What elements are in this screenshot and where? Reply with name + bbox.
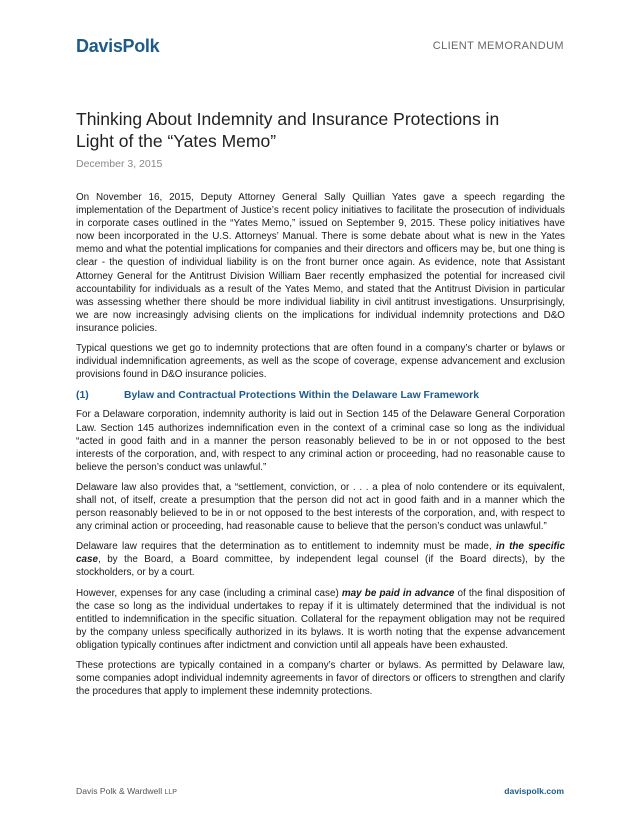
document-type-label: CLIENT MEMORANDUM	[432, 40, 564, 52]
paragraph-intro: On November 16, 2015, Deputy Attorney General Sally Quillian Yates gave a speech regarding the implementation of the Department of Justice’s recent policy initiatives to facilitate the prosecution of individuals in corporate cases outlined in the “Yates Memo,” issued on September 9, 2015. These policy initiatives have now been incorporated in the U.S. Attorneys’ Manual. There is some debate about what is new in the Yates memo and what the potential implications for companies and their directors and officers may be, but one thing is clear - the question of individual liability is on the front burner once again. As evidence, note that Assistant Attorney General for the Antitrust Division William Baer recently emphasized the potential for increased civil accountability for individuals as a result of the Yates Memo, and stated that the Antitrust Division in particular was assessing whether there should be more individual liability in civil antitrust investigations. Unsurprisingly, we are now increasingly advising clients on the implications for individual indemnity protections and D&O insurance policies.	[76, 192, 565, 334]
paragraph-protections: These protections are typically contained in a company’s charter or bylaws. As permitted by Delaware law, some companies adopt individual indemnity agreements in favor of directors or officers to strengthen and clarify the procedures that apply to implement these indemnity protections.	[76, 660, 565, 698]
footer-firm-name	[76, 786, 177, 796]
davis-polk-logo: DavisPolk	[76, 36, 160, 56]
paragraph-text: However, expenses for any case (including a criminal case)	[76, 587, 342, 599]
paragraph-text: of the final disposition of the case so long as the individual undertakes to repay if it is ultimately determined that the individual is not entitled to indemnification in the specific situation. Collateral for the repayment obligation may not be required by the company unless specifically authorized in its bylaws. It is worth noting that the expense advancement obligation typically continues after indictment and conviction until all appeals have been exhausted.	[76, 587, 565, 651]
paragraph-determination	[76, 540, 565, 579]
footer-website-link[interactable]: davispolk.com	[504, 786, 564, 796]
emphasized-text: in the specific case	[76, 541, 565, 566]
memo-title-line-1: Thinking About Indemnity and Insurance Protections in	[76, 109, 500, 129]
section-title: Bylaw and Contractual Protections Within the Delaware Law Framework	[124, 390, 479, 402]
memo-title	[76, 108, 536, 152]
footer-llp: LLP	[164, 789, 177, 796]
memo-title-line-2: Light of the “Yates Memo”	[76, 131, 277, 151]
memo-date: December 3, 2015	[76, 158, 163, 170]
paragraph-advancement	[76, 587, 565, 652]
paragraph-text: , by the Board, a Board committee, by independent legal counsel (if the Board directs), by the stockholders, or by a court.	[76, 554, 565, 579]
paragraph-text: Delaware law requires that the determination as to entitlement to indemnity must be made,	[76, 541, 496, 553]
section-heading	[76, 389, 565, 402]
footer-firm: Davis Polk & Wardwell	[76, 786, 163, 796]
paragraph-settlement: Delaware law also provides that, a “settlement, conviction, or . . . a plea of nolo contendere or its equivalent, shall not, of itself, create a presumption that the person did not act in good faith and in a manner which the person reasonably believed to be in or not opposed to the best interests of the corporation, and, with respect to any criminal action or proceeding, had reasonable cause to believe that the person’s conduct was unlawful.”	[76, 481, 565, 533]
emphasized-text: may be paid in advance	[341, 587, 455, 599]
memo-body	[76, 191, 565, 705]
paragraph-section-145: For a Delaware corporation, indemnity authority is laid out in Section 145 of the Delaware General Corporation Law. Section 145 authorizes indemnification even in the context of a criminal case so long as the individual “acted in good faith and in a manner the person reasonably believed to be in or not opposed to the best interests of the corporation, and, with respect to any criminal action or proceeding, had no reasonable cause to believe the person’s conduct was unlawful.”	[76, 409, 565, 473]
section-number: (1)	[76, 390, 89, 402]
paragraph-typical-questions: Typical questions we get go to indemnity protections that are often found in a company’s charter or bylaws or individual indemnification agreements, as well as the scope of coverage, expense advancement and exclusion provisions found in D&O insurance policies.	[76, 343, 565, 381]
